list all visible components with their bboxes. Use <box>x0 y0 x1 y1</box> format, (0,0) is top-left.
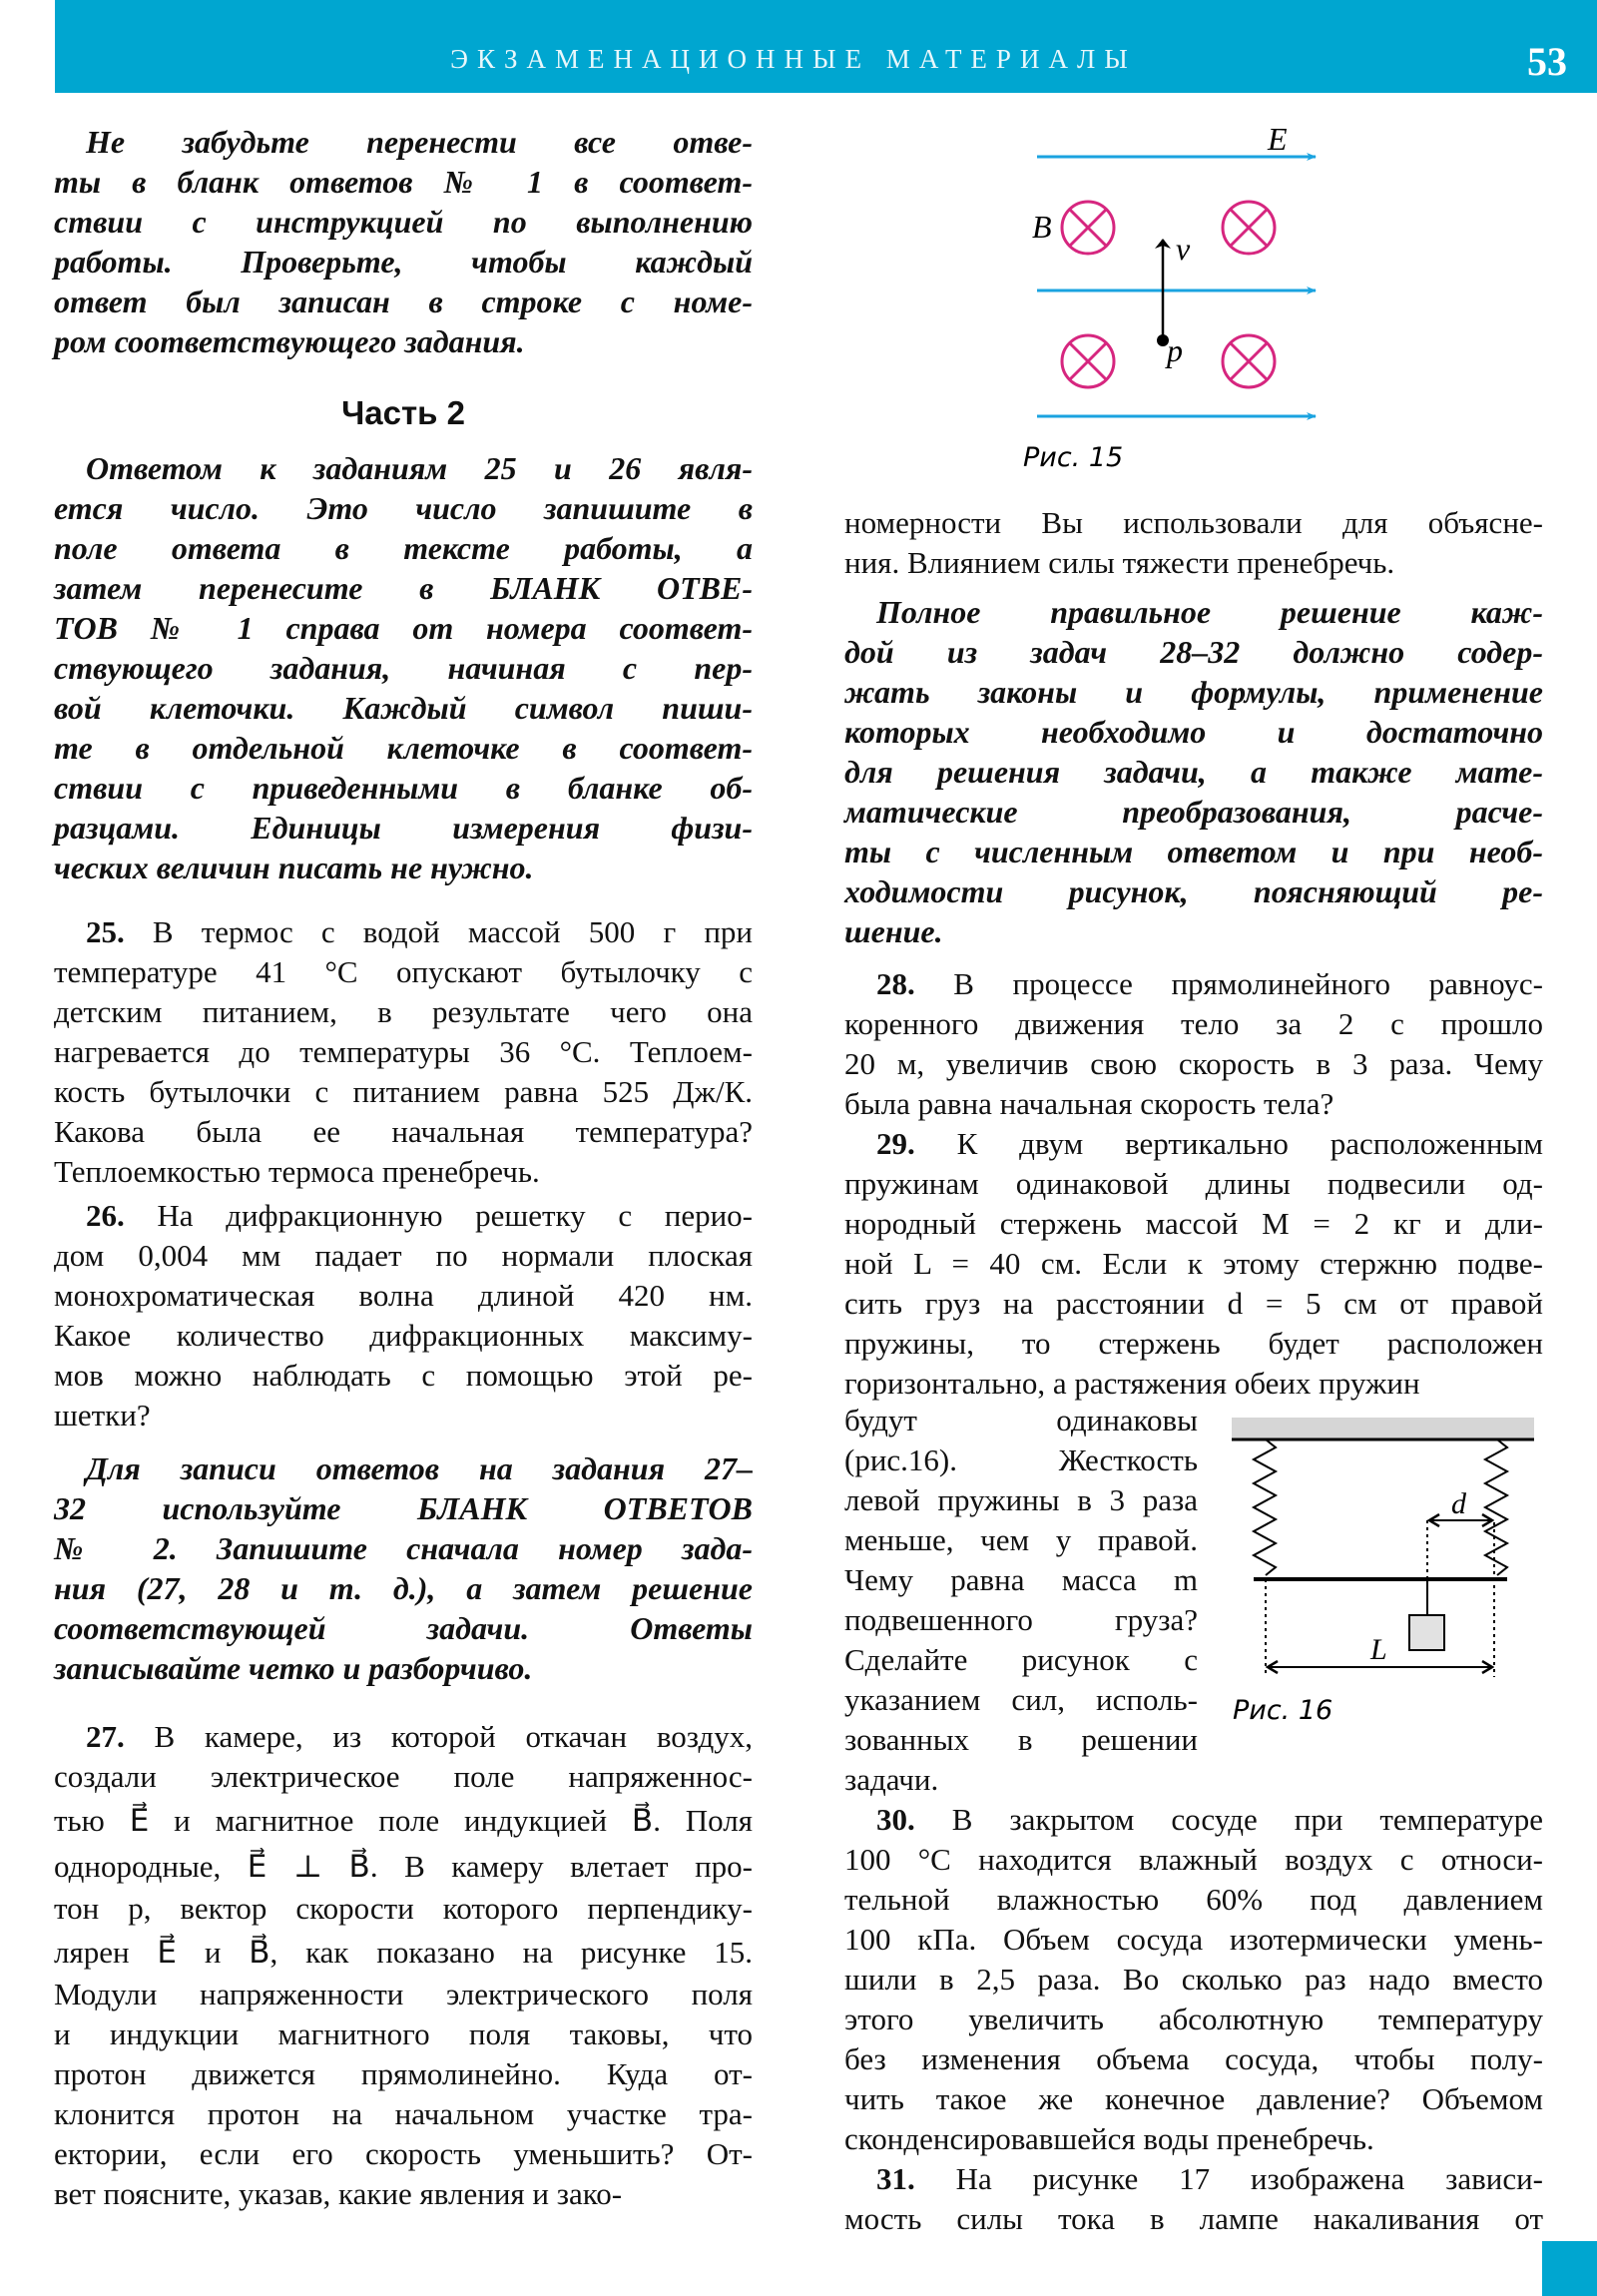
line-text: Какова была ее начальная температура? <box>54 1114 753 1149</box>
figure-16 <box>1232 1418 1534 1726</box>
line-text: меньше, чем у правой. <box>844 1522 1198 1557</box>
line-text: сить груз на расстоянии d = 5 см от правой <box>844 1286 1543 1321</box>
line-text: лярен E⃗ и B⃗, как показано на рисунке 15. <box>54 1935 753 1970</box>
section-title: Часть 2 <box>341 394 465 431</box>
line-text: Для записи ответов на задания 27– <box>86 1450 753 1486</box>
line-text: этого увеличить абсолютную температуру <box>844 2002 1543 2036</box>
line-text: К двум вертикально расположенным <box>914 1126 1543 1161</box>
line-text: соответствующей задачи. Ответы <box>54 1610 753 1646</box>
line-text: монохроматическая волна длиной 420 нм. <box>54 1278 753 1313</box>
line-text: нородный стержень массой M = 2 кг и дли- <box>844 1206 1543 1241</box>
line-text: для решения задачи, а также мате- <box>844 754 1543 790</box>
header-title: ЭКЗАМЕНАЦИОННЫЕ МАТЕРИАЛЫ <box>450 44 1137 74</box>
line-text: коренного движения тело за 2 с прошло <box>844 1006 1543 1041</box>
line-text: поле ответа в тексте работы, а <box>54 530 753 566</box>
line-text: ствии с инструкцией по выполнению <box>54 204 753 240</box>
line-text: чить такое же конечное давление? Объемом <box>844 2081 1543 2116</box>
line-text: нагревается до температуры 36 °С. Теплоем- <box>54 1034 753 1069</box>
line-text: Чему равна масса m <box>844 1562 1198 1597</box>
left-spring <box>1254 1439 1276 1575</box>
line-text: задачи. <box>844 1762 939 1797</box>
line-text: Не забудьте перенести все отве- <box>86 124 753 160</box>
label-d: d <box>1451 1487 1466 1520</box>
line-text: В камере, из которой откачан воздух, <box>124 1719 753 1754</box>
line-text: шетки? <box>54 1398 151 1433</box>
line-text: затем перенесите в БЛАНК ОТВЕ- <box>54 570 753 606</box>
line-text: 20 м, увеличив свою скорость в 3 раза. Чему <box>844 1046 1543 1081</box>
figure-15 <box>1023 121 1316 473</box>
right-spring <box>1485 1439 1507 1575</box>
line-text: ствии с приведенными в бланке об- <box>54 770 753 806</box>
line-text: горизонтально, а растяжения обеих пружин <box>844 1366 1420 1401</box>
line-text: вет поясните, указав, какие явления и зако- <box>54 2176 623 2211</box>
figure-15-caption: Рис. 15 <box>1023 442 1124 473</box>
line-text: тельной влажностью 60% под давлением <box>844 1882 1543 1917</box>
line-text: была равна начальная скорость тела? <box>844 1086 1334 1121</box>
line-text: ответ был записан в строке с номе- <box>54 284 753 319</box>
hanging-weight <box>1409 1615 1444 1650</box>
line-text: те в отдельной клеточке в соответ- <box>54 730 753 766</box>
line-text: 100 кПа. Объем сосуда изотермически умень- <box>844 1922 1543 1957</box>
line-text: Теплоемкостью термоса пренебречь. <box>54 1154 540 1189</box>
label-v: v <box>1176 231 1191 267</box>
line-text: Ответом к заданиям 25 и 26 явля- <box>86 450 753 486</box>
line-text: зованных в решении <box>844 1722 1198 1757</box>
cross-circle-icon <box>1062 335 1114 387</box>
ceiling <box>1232 1418 1534 1439</box>
line-text: На рисунке 17 изображена зависи- <box>914 2161 1543 2196</box>
line-text: тью E⃗ и магнитное поле индукцией B⃗. Поля <box>54 1803 753 1838</box>
line-text: ром соответствующего задания. <box>54 323 525 359</box>
cross-circle-icon <box>1223 335 1275 387</box>
line-text: ты в бланк ответов № 1 в соответ- <box>54 164 753 200</box>
line-text: В закрытом сосуде при температуре <box>914 1802 1543 1837</box>
line-text: записывайте четко и разборчиво. <box>54 1650 533 1686</box>
line-text: левой пружины в 3 раза <box>844 1482 1198 1517</box>
line-text: На дифракционную решетку с перио- <box>124 1198 753 1233</box>
line-text: ектории, если его скорость уменьшить? От- <box>54 2136 753 2171</box>
line-text: номерности Вы использовали для объясне- <box>844 505 1543 540</box>
line-text: Какое количество дифракционных максиму- <box>54 1318 753 1353</box>
label-E: E <box>1268 121 1288 157</box>
line-text: разцами. Единицы измерения физи- <box>54 810 753 846</box>
line-text: пружины, то стержень будет расположен <box>844 1326 1543 1361</box>
label-p: p <box>1167 332 1183 368</box>
problem-number: 30. <box>876 1802 915 1837</box>
figure-16-caption: Рис. 16 <box>1233 1695 1333 1726</box>
line-text: ТОВ № 1 справа от номера соответ- <box>54 610 753 646</box>
line-text: шение. <box>844 913 943 949</box>
line-text: сконденсировавшейся воды пренебречь. <box>844 2121 1374 2156</box>
problem-number: 25. <box>86 914 125 949</box>
line-text: ты с численным ответом и при необ- <box>844 834 1543 869</box>
line-text: ния. Влиянием силы тяжести пренебречь. <box>844 545 1395 580</box>
problem-number: 26. <box>86 1198 125 1233</box>
line-text: ствующего задания, начиная с пер- <box>54 650 753 686</box>
line-text: и индукции магнитного поля таковы, что <box>54 2016 753 2051</box>
line-text: (рис.16). Жесткость <box>844 1442 1198 1477</box>
line-text: температуре 41 °С опускают бутылочку с <box>54 954 753 989</box>
label-B: B <box>1032 209 1052 245</box>
line-text: протон движется прямолинейно. Куда от- <box>54 2056 753 2091</box>
line-text: ческих величин писать не нужно. <box>54 850 534 885</box>
line-text: которых необходимо и достаточно <box>844 714 1543 750</box>
page-number: 53 <box>1527 39 1567 84</box>
line-text: будут одинаковы <box>844 1403 1198 1437</box>
label-L: L <box>1370 1633 1387 1666</box>
line-text: 32 используйте БЛАНК ОТВЕТОВ <box>54 1490 753 1526</box>
electric-field-lines <box>1037 157 1316 416</box>
line-text: мость силы тока в лампе накаливания от <box>844 2201 1543 2236</box>
line-text: однородные, E⃗ ⊥ B⃗. В камеру влетает про- <box>54 1849 753 1884</box>
line-text: дой из задач 28–32 должно содер- <box>844 634 1543 670</box>
problem-number: 29. <box>876 1126 915 1161</box>
line-text: пружинам одинаковой длины подвесили од- <box>844 1166 1543 1201</box>
line-text: 100 °С находится влажный воздух с относи- <box>844 1842 1543 1877</box>
line-text: ной L = 40 см. Если к этому стержню подве- <box>844 1246 1543 1281</box>
line-text: без изменения объема сосуда, чтобы полу- <box>844 2041 1543 2076</box>
line-text: тон p, вектор скорости которого перпендику- <box>54 1891 753 1926</box>
line-text: Модули напряженности электрического поля <box>54 1977 753 2011</box>
problem-number: 28. <box>876 966 915 1001</box>
line-text: вой клеточки. Каждый символ пиши- <box>54 690 753 726</box>
problem-number: 31. <box>876 2161 915 2196</box>
line-text: детским питанием, в результате чего она <box>54 994 753 1029</box>
corner-accent <box>1542 2241 1597 2296</box>
line-text: кость бутылочки с питанием равна 525 Дж/К. <box>54 1074 753 1109</box>
problem-number: 27. <box>86 1719 125 1754</box>
line-text: Полное правильное решение каж- <box>876 594 1543 630</box>
line-text: матические преобразования, расче- <box>844 794 1543 830</box>
cross-circle-icon <box>1223 202 1275 254</box>
cross-circle-icon <box>1062 202 1114 254</box>
line-text: создали электрическое поле напряженнос- <box>54 1759 753 1794</box>
line-text: дом 0,004 мм падает по нормали плоская <box>54 1238 753 1273</box>
line-text: клонится протон на начальном участке тра- <box>54 2096 753 2131</box>
line-text: Сделайте рисунок с <box>844 1642 1198 1677</box>
line-text: № 2. Запишите сначала номер зада- <box>54 1530 753 1566</box>
line-text: ходимости рисунок, поясняющий ре- <box>844 873 1543 909</box>
line-text: ется число. Это число запишите в <box>54 490 753 526</box>
line-text: В процессе прямолинейного равноус- <box>914 966 1543 1001</box>
line-text: указанием сил, исполь- <box>844 1682 1198 1717</box>
line-text: шили в 2,5 раза. Во сколько раз надо вместо <box>844 1962 1543 1997</box>
line-text: работы. Проверьте, чтобы каждый <box>54 244 753 280</box>
line-text: подвешенного груза? <box>844 1602 1198 1637</box>
line-text: жать законы и формулы, применение <box>844 674 1543 710</box>
line-text: мов можно наблюдать с помощью этой ре- <box>54 1358 753 1393</box>
line-text: ния (27, 28 и т. д.), а затем решение <box>54 1570 753 1606</box>
line-text: В термос с водой массой 500 г при <box>124 914 753 949</box>
